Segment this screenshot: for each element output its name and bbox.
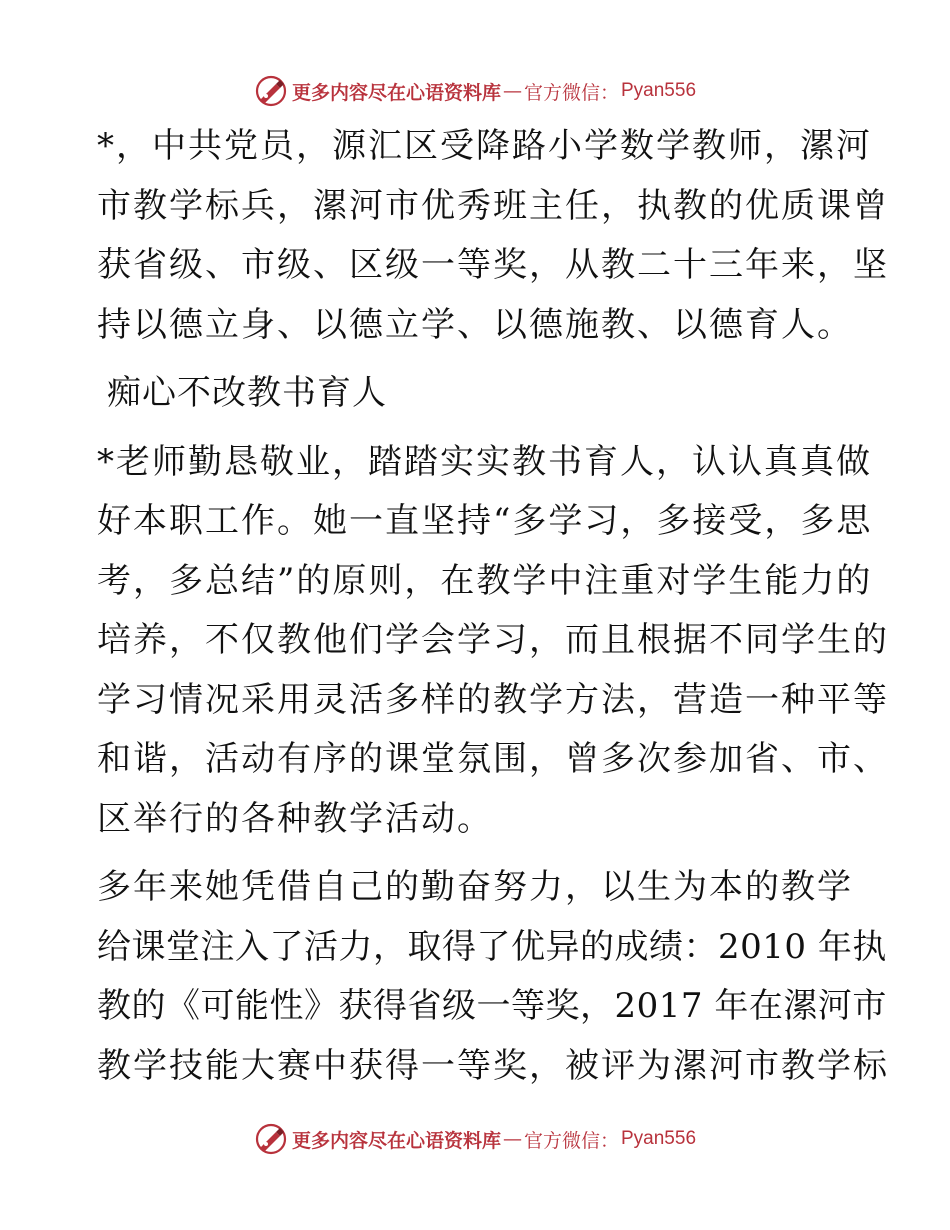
watermark-site: 更多内容尽在心语资料库: [291, 81, 501, 104]
text-line: 教的《可能性》获得省级一等奖，2017 年在漯河市: [97, 986, 887, 1026]
text-line: 和谐，活动有序的课堂氛围，曾多次参加省、市、: [97, 739, 889, 779]
watermark-dash: —: [502, 1128, 522, 1150]
paragraph-achievements: [97, 858, 889, 1096]
text-line: 学习情况采用灵活多样的教学方法，营造一种平等: [97, 679, 889, 720]
text-line: *老师勤恳敬业，踏踏实实教书育人，认认真真做: [97, 441, 872, 482]
paragraph-intro: [97, 117, 889, 355]
text-line: 培养，不仅教他们学会学习，而且根据不同学生的: [97, 620, 889, 660]
text-line: 市教学标兵，漯河市优秀班主任，执教的优质课曾: [97, 185, 889, 226]
watermark-footer: [0, 1117, 950, 1161]
text-line: 给课堂注入了活力，取得了优异的成绩：2010 年执: [97, 926, 887, 967]
text-line: 获省级、市级、区级一等奖，从教二十三年来，坚: [97, 245, 889, 285]
text-line: 教学技能大赛中获得一等奖，被评为漯河市教学标: [97, 1045, 889, 1086]
text-line: 多年来她凭借自己的勤奋努力，以生为本的教学: [97, 867, 853, 907]
text-line: *，中共党员，源汇区受降路小学数学教师，漯河: [97, 126, 872, 166]
document-body: [97, 117, 889, 1105]
pen-logo-icon: [254, 74, 288, 108]
paragraph-teaching: [97, 433, 889, 850]
watermark-dash: —: [502, 80, 522, 102]
section-heading: 痴心不改教书育人: [107, 373, 387, 413]
watermark-site: 更多内容尽在心语资料库: [291, 1129, 501, 1152]
watermark-label: 官方微信：: [523, 81, 619, 104]
watermark-label: 官方微信：: [523, 1129, 619, 1152]
text-line: 考，多总结”的原则，在教学中注重对学生能力的: [97, 560, 873, 601]
watermark-handle: Pyan556: [621, 80, 697, 101]
text-line: 区举行的各种教学活动。: [97, 798, 493, 839]
watermark-handle: Pyan556: [621, 1128, 697, 1149]
text-line: 持以德立身、以德立学、以德施教、以德育人。: [97, 304, 853, 345]
text-line: 好本职工作。她一直坚持“多学习，多接受，多思: [97, 501, 873, 541]
pen-logo-icon: [254, 1122, 288, 1156]
watermark-header: [0, 69, 950, 113]
